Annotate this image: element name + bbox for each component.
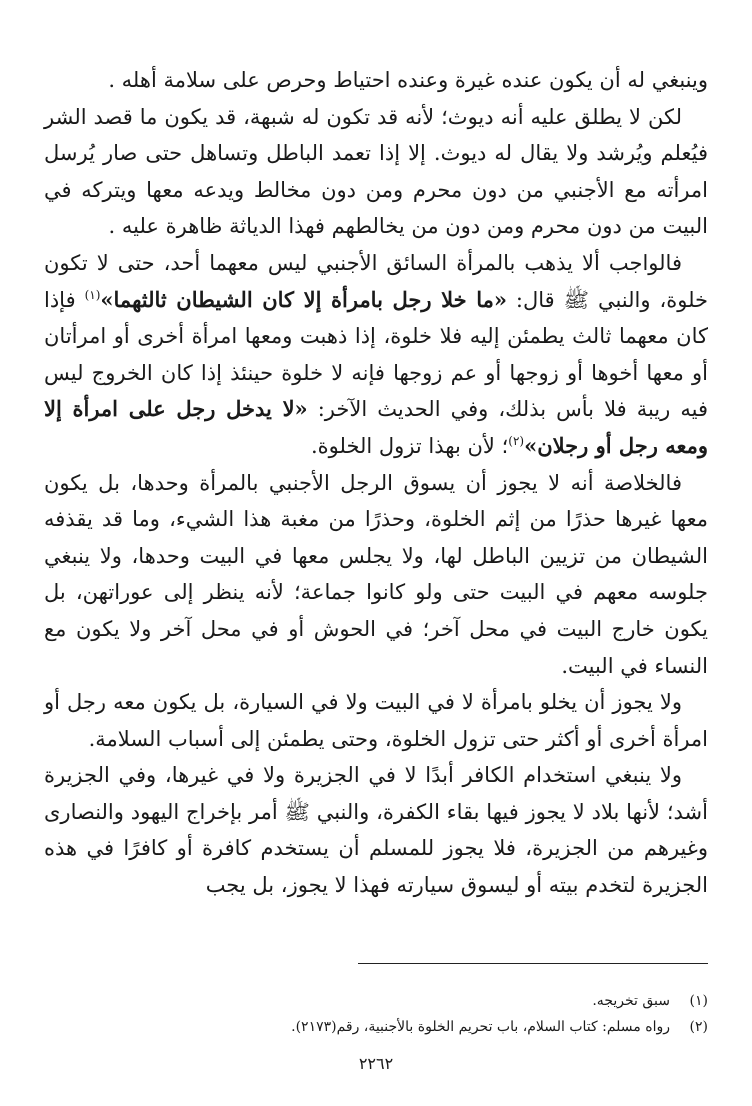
footnote-marker: (٢) (508, 433, 525, 448)
hadith-quote: «ما خلا رجل بامرأة إلا كان الشيطان ثالثهما» (100, 286, 507, 312)
paragraph (44, 62, 708, 99)
paragraph (44, 757, 708, 903)
footnote-1 (44, 988, 708, 1014)
paragraph-text: ولا يجوز أن يخلو بامرأة لا في البيت ولا في السيارة، بل يكون معه رجل أو امرأة أخرى أو أكثر حتى تزول الخلوة، وحتى يطمئن إلى أسباب السلامة. (44, 690, 708, 751)
paragraph-text: فالخلاصة أنه لا يجوز أن يسوق الرجل الأجنبي بالمرأة وحدها، بل يكون معها غيرها حذرًا من إثم الخلوة، وحذرًا من مغبة هذا الشيء، وما قد يقذفه الشيطان من تزيين الباطل لها، ولا يجلس معها في البيت وحدها، ولا ينبغي جلوسه معهم في البيت حتى ولو كانوا جماعة؛ لأنه ينظر إلى عوراتهن، بل يكون خارج البيت في محل آخر؛ في الحوش أو في محل آخر ولا يكون مع النساء في البيت. (44, 470, 708, 678)
footnote-divider (358, 963, 708, 964)
paragraph-text: فإذا كان معهما ثالث يطمئن إليه فلا خلوة، إذا ذهبت ومعها امرأة أخرى أو امرأتان أو معها أخوها أو زوجها أو عم زوجها فإنه لا خلوة حينئذ إذا كان الخروج ليس فيه ريبة فلا بأس بذلك، وفي الحديث الآخر: (44, 287, 708, 422)
paragraph (44, 245, 708, 465)
paragraph-text: لكن لا يطلق عليه أنه ديوث؛ لأنه قد تكون له شبهة، قد يكون ما قصد الشر فيُعلم ويُرشد ولا يقال له ديوث. إلا إذا تعمد الباطل وتساهل حتى صار يُرسل امرأته مع الأجنبي من دون محرم ومن دون مخالط ويدعه معها ويتركه في البيت من دون محرم ومن دون من يخالطهم فهذا الدياثة ظاهرة عليه . (44, 104, 708, 239)
paragraph (44, 684, 708, 757)
paragraph-text: ولا ينبغي استخدام الكافر أبدًا لا في الجزيرة ولا في غيرها، وفي الجزيرة أشد؛ لأنها بلاد لا يجوز فيها بقاء الكفرة، والنبي ﷺ أمر بإخراج اليهود والنصارى وغيرهم من الجزيرة، فلا يجوز للمسلم أن يستخدم كافرة أو كافرًا في هذه الجزيرة لتخدم بيته أو ليسوق سيارته فهذا لا يجوز، بل يجب (44, 763, 708, 898)
paragraph-text: ؛ لأن بهذا تزول الخلوة. (310, 433, 509, 458)
paragraph (44, 99, 708, 245)
paragraph-text: فالواجب ألا يذهب بالمرأة السائق الأجنبي ليس معهما أحد، حتى لا تكون خلوة، والنبي ﷺ قال: (44, 250, 708, 312)
footnote-text: رواه مسلم: كتاب السلام، باب تحريم الخلوة بالأجنبية، رقم(٢١٧٣). (291, 1019, 670, 1035)
footnote-2 (44, 1014, 708, 1040)
page-number: ٢٢٦٢ (358, 1054, 394, 1073)
hadith-quote: «لا يدخل رجل على امرأة إلا ومعه رجل أو رجلان» (44, 396, 708, 458)
footnotes (44, 988, 708, 1040)
footnote-number: (١) (689, 993, 708, 1009)
footnote-marker: (١) (84, 287, 101, 302)
footnote-number: (٢) (689, 1019, 708, 1035)
paragraph (44, 465, 708, 685)
footnote-text: سبق تخريجه. (592, 993, 670, 1009)
paragraph-text: وينبغي له أن يكون عنده غيرة وعنده احتياط وحرص على سلامة أهله . (108, 68, 708, 92)
page-body (44, 62, 708, 904)
main-text (44, 62, 708, 904)
